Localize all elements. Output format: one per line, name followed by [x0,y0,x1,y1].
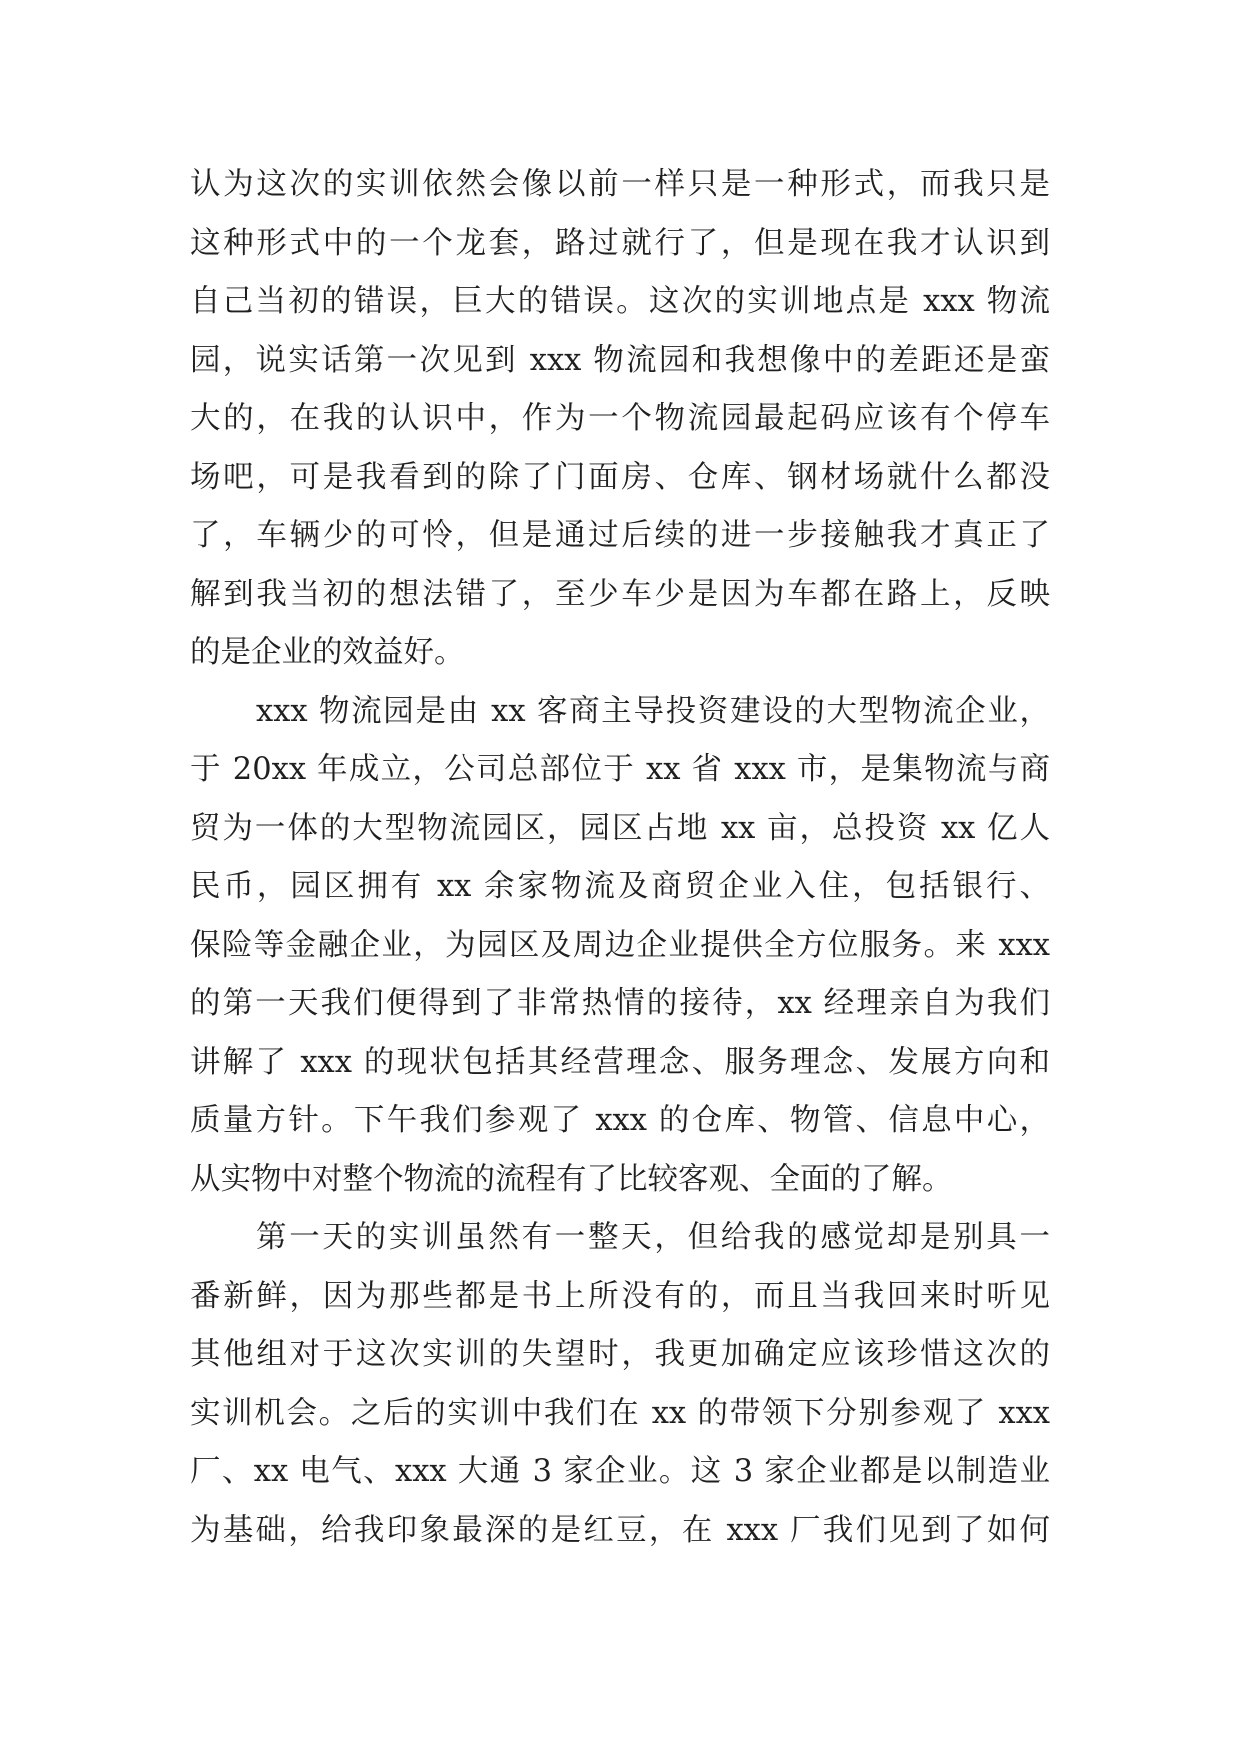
text-line: 认为这次的实训依然会像以前一样只是一种形式，而我只是 [190,167,1050,202]
text-line: 场吧，可是我看到的除了门面房、仓库、钢材场就什么都没 [190,459,1050,495]
text-line: 于 20xx 年成立，公司总部位于 xx 省 xxx 市，是集物流与商 [190,752,1050,787]
text-line: 了，车辆少的可怜，但是通过后续的进一步接触我才真正了 [190,518,1050,553]
text-line: 从实物中对整个物流的流程有了比较客观、全面的了解。 [190,1161,953,1197]
text-line: 贸为一体的大型物流园区，园区占地 xx 亩，总投资 xx 亿人 [190,810,1050,846]
text-line: 这种形式中的一个龙套，路过就行了，但是现在我才认识到 [190,225,1050,261]
text-line: 解到我当初的想法错了，至少车少是因为车都在路上，反映 [190,576,1050,612]
text-line: 质量方针。下午我们参观了 xxx 的仓库、物管、信息中心， [190,1103,1050,1138]
text-line: 的是企业的效益好。 [190,635,465,670]
text-line: 厂、xx 电气、xxx 大通 3 家企业。这 3 家企业都是以制造业 [190,1454,1050,1489]
paragraph-first-line: 第一天的实训虽然有一整天，但给我的感觉却是别具一 [256,1220,1050,1255]
text-line: 园，说实话第一次见到 xxx 物流园和我想像中的差距还是蛮 [190,342,1050,378]
text-line: 为基础，给我印象最深的是红豆，在 xxx 厂我们见到了如何 [190,1512,1050,1548]
text-line: 的第一天我们便得到了非常热情的接待，xx 经理亲自为我们 [190,986,1050,1021]
text-line: 讲解了 xxx 的现状包括其经营理念、服务理念、发展方向和 [190,1044,1050,1080]
text-line: 番新鲜，因为那些都是书上所没有的，而且当我回来时听见 [190,1278,1050,1314]
text-line: 大的，在我的认识中，作为一个物流园最起码应该有个停车 [190,401,1050,436]
text-line: 其他组对于这次实训的失望时，我更加确定应该珍惜这次的 [190,1337,1050,1372]
body-text [190,156,1050,1560]
text-line: 实训机会。之后的实训中我们在 xx 的带领下分别参观了 xxx [190,1395,1050,1431]
paragraph-first-line: xxx 物流园是由 xx 客商主导投资建设的大型物流企业， [256,693,1050,729]
text-line: 民币，园区拥有 xx 余家物流及商贸企业入住，包括银行、 [190,869,1050,904]
text-line: 保险等金融企业，为园区及周边企业提供全方位服务。来 xxx [190,927,1050,963]
text-line: 自己当初的错误，巨大的错误。这次的实训地点是 xxx 物流 [190,284,1050,319]
